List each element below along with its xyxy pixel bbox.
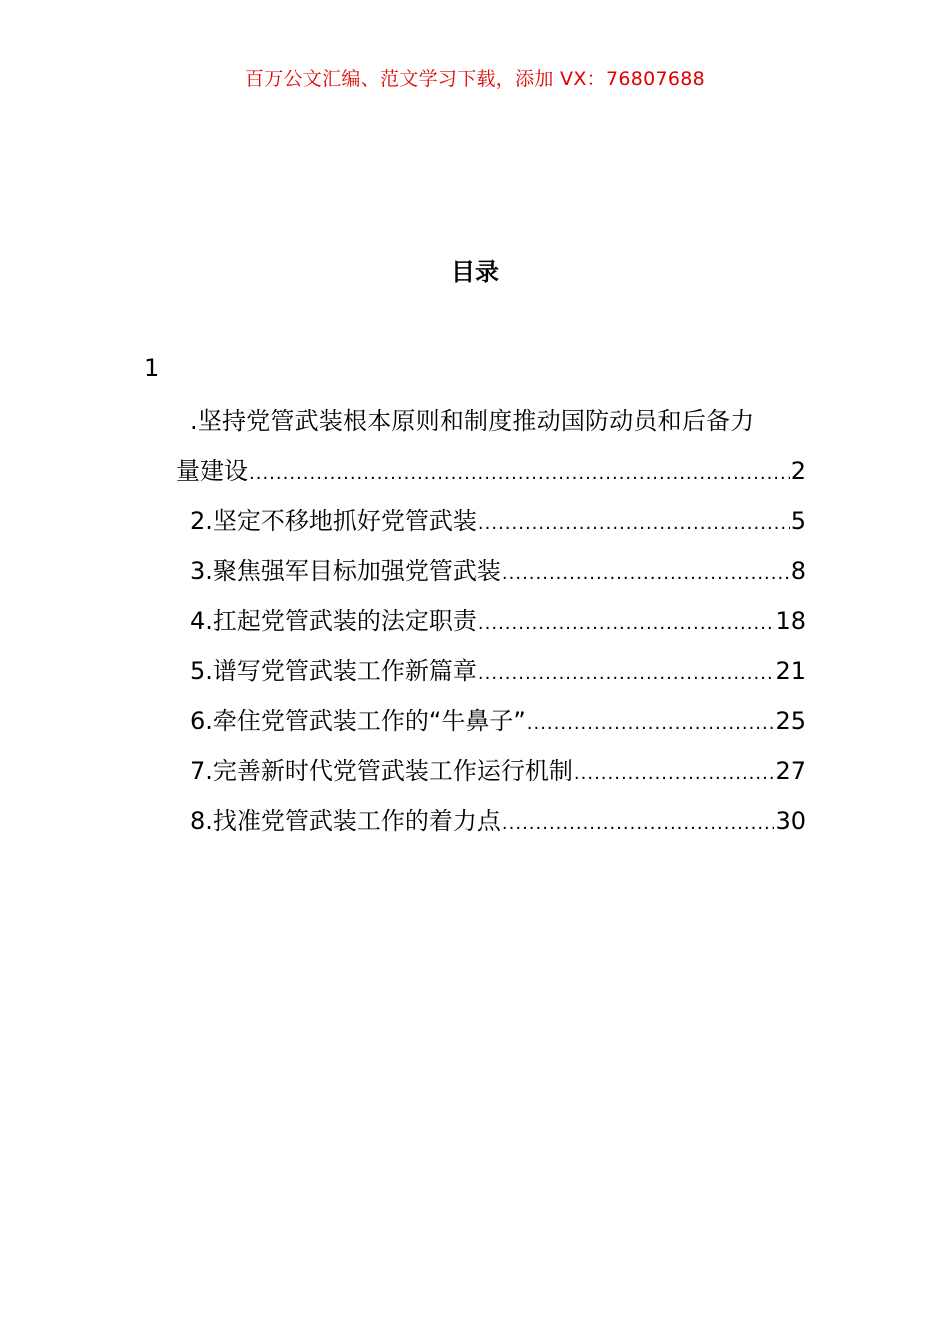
header-banner: 百万公文汇编、范文学习下载，添加 VX：76807688 [244,68,706,90]
toc-entry-5[interactable] [190,646,806,696]
toc-entry-3[interactable] [190,546,806,596]
toc-entry-row [176,446,806,496]
toc-entry-1[interactable] [176,396,806,496]
toc-entry-label: 量建设 [176,457,248,485]
toc-entry-6[interactable] [190,696,806,746]
toc-entry-label: 5.谱写党管武装工作新篇章 [190,657,477,685]
dot-leader [249,449,790,499]
toc-entry-2[interactable] [190,496,806,546]
toc-entry-label: 8.找准党管武装工作的着力点 [190,807,501,835]
toc-entry-page: 18 [775,607,806,635]
toc-first-number: 1 [144,354,160,382]
dot-leader [527,699,775,749]
toc-entry-page: 8 [790,557,806,585]
toc-entry-label-line1: .坚持党管武装根本原则和制度推动国防动员和后备力 [190,407,755,435]
toc-entry-page: 27 [775,757,806,785]
toc-entry-7[interactable] [190,746,806,796]
toc-entry-label: 2.坚定不移地抓好党管武装 [190,507,477,535]
toc-entry-page: 25 [775,707,806,735]
toc-entry-label: 7.完善新时代党管武装工作运行机制 [190,757,573,785]
toc-entry-8[interactable] [190,796,806,846]
toc-entry-page: 5 [790,507,806,535]
page-title: 目录 [451,258,499,286]
dot-leader [478,649,775,699]
dot-leader [502,549,790,599]
dot-leader [478,499,790,549]
toc-entry-label: 3.聚焦强军目标加强党管武装 [190,557,501,585]
toc-entry-page: 21 [775,657,806,685]
table-of-contents [176,396,806,846]
toc-entry-label: 4.扛起党管武装的法定职责 [190,607,477,635]
toc-entry-label: 6.牵住党管武装工作的“牛鼻子” [190,707,526,735]
toc-entry-page: 2 [790,457,806,485]
toc-entry-page: 30 [775,807,806,835]
toc-entry-4[interactable] [190,596,806,646]
dot-leader [574,749,775,799]
dot-leader [502,799,775,849]
dot-leader [478,599,775,649]
